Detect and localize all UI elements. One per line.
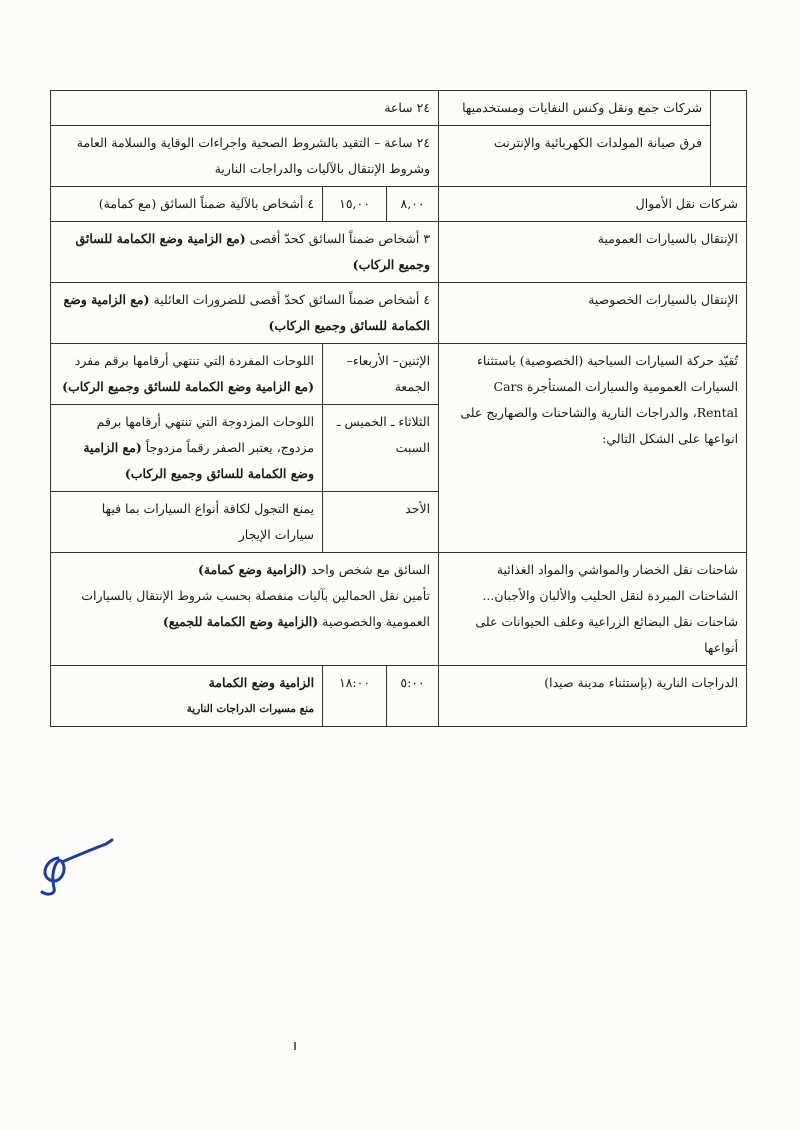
rule-cell [51, 666, 323, 727]
time-to-cell: ١٨:٠٠ [323, 666, 387, 727]
rule-emphasis: (الزامية وضع الكمامة للجميع) [162, 614, 319, 629]
table-row [51, 126, 747, 187]
category-line: الشاحنات المبردة لنقل الحليب والألبان والأجبان... [482, 588, 739, 603]
rule-text: اللوحات المفردة التي تنتهي أرقامها برقم مفرد [74, 353, 315, 368]
rule-emphasis: (مع الزامية وضع الكمامة للسائق وجميع الركاب) [75, 231, 431, 272]
rule-cell [51, 222, 439, 283]
margin-cell [711, 91, 747, 187]
rule-emphasis: (مع الزامية وضع الكمامة للسائق وجميع الركاب) [63, 292, 431, 333]
rule-cell: ٤ أشخاص بالآلية ضمناً السائق (مع كمامة) [51, 187, 323, 222]
rule-cell [51, 283, 439, 344]
table-row [51, 187, 747, 222]
table-row [51, 222, 747, 283]
days-cell: الثلاثاء ـ الخميس ـ السبت [323, 405, 439, 492]
category-cell [439, 553, 747, 666]
rule-cell: ٢٤ ساعة [51, 91, 439, 126]
rule-cell: ٢٤ ساعة – التقيد بالشروط الصحية واجراءات الوقاية والسلامة العامة وشروط الإنتقال بالآليات والدراجات النارية [51, 126, 439, 187]
category-cell: فرق صيانة المولدات الكهربائية والإنترنت [439, 126, 711, 187]
category-text: تُقيّد حركة السيارات السياحية (الخصوصية) باستثناء السيارات العمومية والسيارات المستأجرة [477, 353, 739, 394]
rule-line [59, 583, 430, 635]
category-cell: الإنتقال بالسيارات العمومية [439, 222, 747, 283]
rule-cell [51, 553, 439, 666]
rule-emphasis: الزامية وضع الكمامة [208, 675, 315, 690]
category-cell: شركات نقل الأموال [439, 187, 747, 222]
rule-line [59, 557, 430, 583]
rule-emphasis: (مع الزامية وضع الكمامة للسائق وجميع الركاب) [62, 379, 315, 394]
table-row [51, 283, 747, 344]
table-row [51, 91, 747, 126]
category-text: ، والدراجات النارية والشاحنات والصهاريج على انواعها على الشكل التالي: [460, 405, 739, 446]
rule-emphasis: (مع الزامية وضع الكمامة للسائق وجميع الركاب) [83, 440, 315, 481]
table-row [51, 344, 747, 405]
rule-cell: يمنع التجول لكافة أنواع السيارات بما فيها سيارات الإيجار [51, 492, 323, 553]
table-row [51, 666, 747, 727]
time-from-cell: ٥:٠٠ [387, 666, 439, 727]
category-cell [439, 344, 747, 553]
rule-text: ٤ أشخاص ضمناً السائق كحدّ أقصى للضرورات العائلية [153, 292, 431, 307]
category-line: شاحنات نقل البضائع الزراعية وعلف الحيوانات على أنواعها [475, 614, 739, 655]
category-latin-text: Cars Rental [493, 379, 739, 420]
rule-cell [51, 344, 323, 405]
regulations-table [50, 90, 747, 727]
days-cell: الأحد [323, 492, 439, 553]
category-cell: الإنتقال بالسيارات الخصوصية [439, 283, 747, 344]
rule-emphasis: (الزامية وضع كمامة) [197, 562, 307, 577]
signature-mark [28, 830, 118, 900]
table-row [51, 553, 747, 666]
rule-text: تأمين نقل الحمالين بآليات منفصلة بحسب شروط الإنتقال بالسيارات العمومية والخصوصية [81, 588, 431, 629]
rule-text: ٣ أشخاص ضمناً السائق كحدّ أقصى [249, 231, 431, 246]
rule-text: السائق مع شخص واحد [310, 562, 431, 577]
time-to-cell: ١٥,٠٠ [323, 187, 387, 222]
time-from-cell: ٨,٠٠ [387, 187, 439, 222]
stray-mark [294, 1042, 296, 1050]
category-cell: الدراجات النارية (بإستثناء مدينة صيدا) [439, 666, 747, 727]
category-line: شاحنات نقل الخضار والمواشي والمواد الغذائية [496, 562, 739, 577]
rule-cell [51, 405, 323, 492]
rule-text: اللوحات المزدوجة التي تنتهي أرقامها برقم مزدوج، يعتبر الصفر رقماً مزدوجاً [96, 414, 315, 455]
days-cell: الإثنين– الأربعاء– الجمعة [323, 344, 439, 405]
rule-emphasis: منع مسيرات الدراجات النارية [186, 703, 315, 715]
category-cell: شركات جمع ونقل وكنس النفايات ومستخدميها [439, 91, 711, 126]
